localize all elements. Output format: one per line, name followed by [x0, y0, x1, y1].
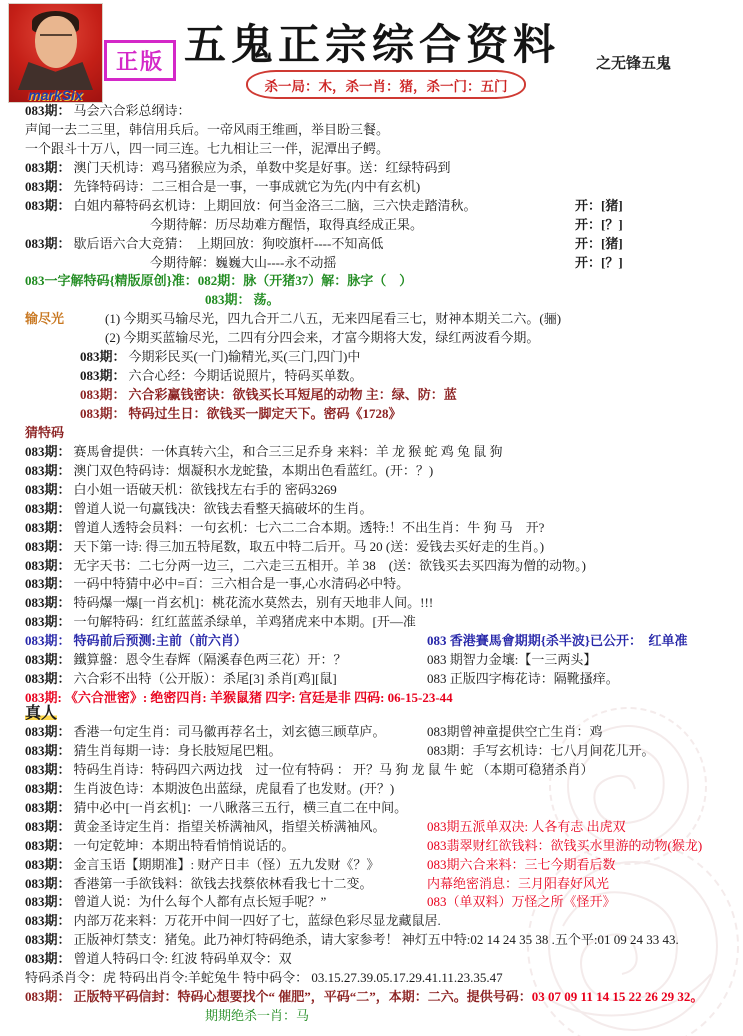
- line-right-text: 内幕绝密消息：三月阳春好风光: [427, 875, 610, 891]
- line-text: 荡。: [253, 292, 280, 308]
- line-right-text: 083 正版四字梅花诗：隔靴搔痒。: [427, 671, 619, 687]
- issue-prefix: 083期：: [25, 576, 71, 592]
- text-line: [25, 159, 737, 178]
- issue-prefix: 083期：: [25, 989, 71, 1005]
- line-text: 先锋特码诗：二三相合是一事，一事成就它为先(内中有玄机): [73, 178, 421, 194]
- text-line: [25, 988, 737, 1007]
- issue-prefix: 083期：: [25, 913, 71, 929]
- issue-prefix: 083期：: [25, 595, 71, 611]
- photo-glasses: [40, 34, 72, 44]
- page-title: 五鬼正宗综合资料: [184, 23, 561, 69]
- line-text: 香港第一手欲钱料：欲钱去找蔡依林看我七十二变。: [73, 875, 373, 891]
- line-text: 曾道人特码口令: 红波 特码单双令：双: [73, 951, 292, 967]
- text-line: [25, 742, 737, 761]
- issue-prefix: 083期：: [25, 818, 71, 834]
- line-text: 今期彩民买(一门)输精光,买(三门,四门)中: [128, 349, 361, 365]
- text-line: [25, 254, 737, 273]
- line-text: 澳门天机诗：鸡马猪猴应为杀，单数中奖是好事。送：红绿特码到: [73, 159, 451, 175]
- line-right-text: 083 期智力金壤:【一三两头】: [427, 652, 597, 668]
- line-text: 白小姐一语破天机：欲钱找左右手的 密码3269: [73, 481, 337, 497]
- line-text: 真人: [25, 705, 58, 722]
- issue-prefix: 083期：: [25, 894, 71, 910]
- text-line: [25, 1007, 737, 1026]
- text-line: [25, 875, 737, 894]
- text-line: [25, 818, 737, 837]
- line-text: 曾道人说一句赢钱决：欲钱去看整天搞破坏的生肖。: [73, 500, 373, 516]
- text-line: [25, 538, 737, 557]
- line-text: 一码中特猜中必中=百：三六相合是一事,心水清码必中特。: [73, 576, 410, 592]
- text-line: [25, 799, 737, 818]
- text-line: [25, 462, 737, 481]
- issue-prefix: 083期：: [25, 443, 71, 459]
- issue-prefix: 083期：: [25, 462, 71, 478]
- issue-prefix: 083期：: [25, 178, 71, 194]
- line-text: 鐵算盤：恩令生春辉（隔溪春色两三花）开：？: [73, 652, 347, 668]
- text-line: [25, 723, 737, 742]
- line-text: 猜特码: [25, 424, 65, 440]
- issue-prefix: 083期：: [25, 614, 71, 630]
- host-photo: [8, 3, 103, 103]
- text-line: [25, 856, 737, 875]
- issue-prefix: 083期：: [25, 742, 71, 758]
- marksix-logo: markSix: [28, 87, 83, 103]
- text-line: [25, 969, 737, 988]
- text-line: [25, 102, 737, 121]
- issue-prefix: 083期:: [25, 690, 62, 706]
- line-text: 歇后语六合大竞猜： 上期回放：狗咬旗杆----不知高低: [73, 235, 384, 251]
- text-line: [25, 197, 737, 216]
- section-label: 输尽光: [25, 311, 65, 327]
- line-text: 一个跟斗十万八，四一同三连。七九相让三一伴，泥潭出子鳄。: [25, 140, 390, 156]
- content-lines: [0, 102, 743, 1026]
- line-text: 天下第一诗: 得三加五特尾数，取五中特二后开。马 20 (送：爱钱去买好走的生肖。): [73, 538, 545, 554]
- issue-prefix: 083期：: [25, 671, 71, 687]
- text-line: [25, 761, 737, 780]
- issue-prefix: 083期：: [25, 519, 71, 535]
- line-text: 马会六合彩总纲诗：: [73, 103, 191, 118]
- line-text: 正版神灯禁支：猪兔。此乃神灯特码绝杀，请大家参考！ 神灯五中特:02 14 24 35 38 .五个平:01 09 24 33 43.: [73, 932, 679, 948]
- issue-prefix: 083期：: [25, 557, 71, 573]
- issue-prefix: 083期：: [25, 856, 71, 872]
- text-line: [25, 950, 737, 969]
- line-text: 内部万花来料：万花开中间一四好了七，蓝绿色彩尽显龙藏鼠居.: [73, 913, 441, 929]
- line-text: 六合彩赢钱密诀：欲钱买长耳短尾的动物 主：绿、防：蓝: [128, 387, 457, 403]
- line-right-text: 083翡翠财红欲钱料：欲钱买水里游的动物(猴龙): [427, 837, 703, 853]
- text-line: [25, 443, 737, 462]
- line-text: 特码过生日：欲钱买一脚定天下。密码《1728》: [128, 406, 402, 421]
- text-line: [25, 272, 737, 291]
- line-right-text: 开：[？]: [575, 216, 623, 232]
- text-line: [25, 481, 737, 500]
- line-right-text: 开：[猪]: [575, 197, 623, 213]
- kill-banner: 杀一局：木，杀一肖：猪，杀一门：五门: [246, 70, 526, 99]
- text-line: [25, 632, 737, 651]
- line-text: 《六合泄密》: 绝密四肖: 羊猴鼠猪 四字: 宫廷是非 四码: 06-15-23-44: [64, 690, 453, 706]
- page-header: [0, 0, 743, 102]
- line-text: (1) 今期买马输尽光，四九合开二八五，无来四尾看三七，财神本期关二六。(骊): [105, 311, 562, 327]
- text-line: [25, 121, 737, 140]
- line-text: 白姐内幕特码玄机诗：上期回放：何当金洛三二脑，三六快走踏清秋。: [73, 197, 477, 213]
- line-text: 生肖波色诗：本期波色出蓝绿，虎鼠看了也发财。(开？): [73, 780, 395, 796]
- issue-prefix: 083期：: [25, 159, 71, 175]
- text-line: [25, 912, 737, 931]
- issue-prefix: 083期：: [25, 780, 71, 796]
- text-line: [25, 367, 737, 386]
- issue-prefix: 083期：: [25, 652, 71, 668]
- issue-prefix: 083期：: [25, 875, 71, 891]
- issue-prefix: 083期：: [25, 481, 71, 497]
- text-line: [25, 931, 737, 950]
- line-right-text: 083期五派单双决: 人各有志 出虎双: [427, 818, 626, 834]
- line-text: 声闻一去二三里，韩信用兵后。一帝风雨王维画，举目盼三餐。: [25, 121, 390, 137]
- line-text: 无字天书：二七分两一边三，二六走三五相开。羊 38 (送：欲钱买去买四海为僧的动物。): [73, 557, 586, 573]
- text-line: [25, 216, 737, 235]
- issue-prefix: 083期：: [25, 103, 71, 118]
- line-text: 曾道人说：为什么每个人都有点长短手呢？”: [73, 894, 327, 910]
- line-right-text: 083期：手写玄机诗：七八月间花儿开。: [427, 742, 655, 758]
- text-line: [25, 575, 737, 594]
- issue-prefix: 083期：: [25, 500, 71, 516]
- issue-prefix: 083期：: [25, 235, 71, 251]
- text-line: [25, 519, 737, 538]
- line-text: 今期待解：巍巍大山----永不动摇: [150, 254, 337, 270]
- line-text: 香港一句定生肖：司马徽再荐名士，刘玄德三顾草庐。: [73, 724, 386, 739]
- line-right-text: 开：[？]: [575, 254, 623, 270]
- issue-prefix: 083期：: [80, 387, 126, 403]
- issue-prefix: 083期：: [25, 538, 71, 554]
- line-text: 正版特平码信封：特码心想要找个“ 催肥”，平码“二”，本期：二六。提供号码：: [73, 989, 532, 1005]
- text-line: [25, 310, 737, 329]
- line-text: 特码前后预测:主前（前六肖）: [73, 633, 247, 649]
- line-text: (2) 今期买蓝输尽光，二四有分四会来，才富今期将大发，绿红两波看今期。: [105, 330, 540, 346]
- line-right-text: 083 香港賽馬會期期{杀半波}已公开： 红单准: [427, 633, 688, 649]
- issue-prefix: 083期：: [25, 932, 71, 948]
- issue-prefix: 083期：: [205, 292, 251, 308]
- line-text: 083一字解特码{精版原创}准：082期：脉（开猪37）解：脉字（ ）: [25, 273, 413, 289]
- text-line: [25, 348, 737, 367]
- text-line: [25, 557, 737, 576]
- text-line: [25, 893, 737, 912]
- line-text: 特码杀肖令：虎 特码出肖令:羊蛇兔牛 特中码令： 03.15.27.39.05.17.29.41.11.23.35.47: [25, 970, 503, 986]
- line-text: 六合彩不出特（公开版）：杀尾[3] 杀肖[鸡][鼠]: [73, 671, 337, 687]
- line-text: 猜生肖每期一诗：身长肢短尾巴粗。: [73, 742, 282, 758]
- text-line: [25, 140, 737, 159]
- line-text: 澳门双色特码诗：烟凝积水龙蛇蛰，本期出色看蓝红。(开：？): [73, 462, 434, 478]
- issue-prefix: 083期：: [25, 799, 71, 815]
- issue-prefix: 083期：: [25, 951, 71, 967]
- text-line: [25, 235, 737, 254]
- text-line: [25, 405, 737, 424]
- text-line: [25, 329, 737, 348]
- text-line: [25, 613, 737, 632]
- issue-prefix: 083期：: [25, 761, 71, 777]
- line-text: 期期绝杀一肖：马: [205, 1008, 310, 1024]
- text-line: [25, 291, 737, 310]
- line-text: 黄金圣诗定生肖：指望关桥满袖风，指望关桥满袖风。: [73, 818, 386, 834]
- text-line: [25, 780, 737, 799]
- text-line: [25, 500, 737, 519]
- line-text: 金言玉语【期期准】: 财产日丰（怪）五九发财《？》: [73, 856, 380, 872]
- line-text: 今期待解：历尽劫难方醒悟，取得真经成正果。: [150, 216, 424, 232]
- line-text: 赛馬會提供：一休真转六尘，和合三三足乔身 来料：羊 龙 猴 蛇 鸡 兔 鼠 狗: [73, 443, 503, 459]
- page-subtitle: 之无锋五鬼: [596, 56, 672, 72]
- text-line: [25, 594, 737, 613]
- line-text-highlight: 03 07 09 11 14 15 22 26 29 32。: [531, 989, 704, 1005]
- text-line: [25, 178, 737, 197]
- text-line: [25, 651, 737, 670]
- text-line: [25, 837, 737, 856]
- issue-prefix: 083期：: [25, 197, 71, 213]
- issue-prefix: 083期：: [80, 368, 126, 384]
- text-line: [25, 706, 737, 723]
- line-text: 猜中必中[一肖玄机]：一八瞅落三五行，横三直二在中间。: [73, 799, 408, 815]
- issue-prefix: 083期：: [80, 406, 126, 421]
- line-right-text: 083期六合来料：三七今期看后数: [427, 856, 616, 872]
- issue-prefix: 083期：: [25, 724, 71, 739]
- genuine-badge: 正版: [104, 40, 176, 81]
- text-line: [25, 386, 737, 405]
- text-line: [25, 670, 737, 689]
- line-right-text: 开：[猪]: [575, 235, 623, 251]
- line-text: 特码生肖诗：特码四六两边找 过一位有特码 ： 开？马 狗 龙 鼠 牛 蛇 （本期可稳猪杀肖）: [73, 761, 594, 777]
- issue-prefix: 083期：: [80, 349, 126, 365]
- line-text: 曾道人透特会员料：一句玄机：七六二二合本期。透特:！不出生肖：牛 狗 马 开?: [73, 519, 545, 535]
- line-text: 特码爆一爆[一肖玄机]：桃花流水莫然去，别有天地非人间。!!!: [73, 595, 434, 611]
- issue-prefix: 083期：: [25, 633, 71, 649]
- line-right-text: 083期曾神童提供空亡生肖：鸡: [427, 724, 603, 739]
- line-text: 六合心经：今期话说照片，特码买单数。: [128, 368, 363, 384]
- line-text: 一句定乾坤：本期出特看悄悄说话的。: [73, 837, 295, 853]
- line-right-text: 083（单双料）万怪之所《怪开》: [427, 894, 616, 910]
- line-text: 一句解特码：红红蓝蓝杀绿单，羊鸡猪虎来中本期。[开—准: [73, 614, 416, 630]
- issue-prefix: 083期：: [25, 837, 71, 853]
- text-line: [25, 424, 737, 443]
